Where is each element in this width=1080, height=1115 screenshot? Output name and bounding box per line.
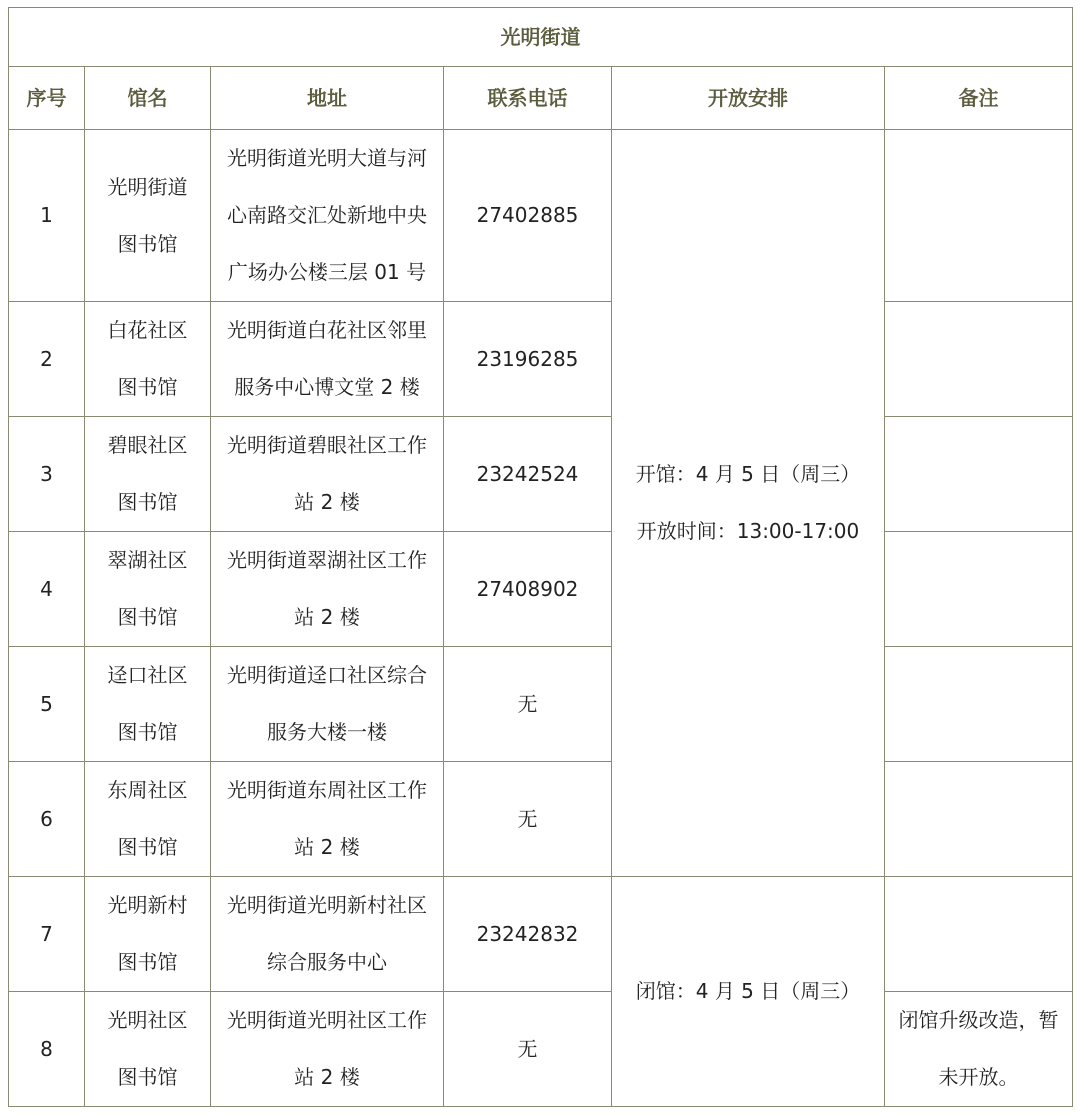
- row-address-text: 光明街道白花社区邻里服务中心博文堂 2 楼: [227, 318, 427, 399]
- header-note: 备注: [885, 67, 1073, 130]
- row-note: [885, 647, 1073, 762]
- header-index: 序号: [9, 67, 85, 130]
- row-address: [211, 130, 444, 302]
- row-index: 7: [9, 877, 85, 992]
- row-address-text: 光明街道光明新村社区综合服务中心: [227, 893, 427, 974]
- row-index: 3: [9, 417, 85, 532]
- row-phone: 27408902: [444, 532, 612, 647]
- table-row: [9, 130, 1073, 302]
- table-row: [9, 532, 1073, 647]
- row-phone: 23242832: [444, 877, 612, 992]
- row-address: [211, 647, 444, 762]
- row-address: [211, 417, 444, 532]
- row-address-text: 光明街道迳口社区综合服务大楼一楼: [227, 663, 427, 744]
- schedule-open: [612, 130, 885, 877]
- row-name-text: 光明新村图书馆: [107, 893, 188, 974]
- schedule-closed: [612, 877, 885, 1107]
- row-phone: 无: [444, 992, 612, 1107]
- table-title: 光明街道: [9, 8, 1073, 67]
- header-schedule: 开放安排: [612, 67, 885, 130]
- row-name: [85, 647, 211, 762]
- row-address-text: 光明街道光明社区工作站 2 楼: [227, 1008, 427, 1089]
- table-row: [9, 647, 1073, 762]
- schedule-open-hours: 开放时间：13:00-17:00: [636, 519, 860, 543]
- table-row: [9, 762, 1073, 877]
- row-note-text: 闭馆升级改造，暂未开放。: [898, 1008, 1059, 1089]
- row-phone: 无: [444, 647, 612, 762]
- row-name-text: 东周社区图书馆: [107, 778, 188, 859]
- header-phone: 联系电话: [444, 67, 612, 130]
- row-note: [885, 302, 1073, 417]
- schedule-closed-date: 闭馆：4 月 5 日（周三）: [635, 979, 861, 1003]
- row-address: [211, 302, 444, 417]
- row-address-text: 光明街道翠湖社区工作站 2 楼: [227, 548, 427, 629]
- row-name: [85, 532, 211, 647]
- row-index: 2: [9, 302, 85, 417]
- row-index: 5: [9, 647, 85, 762]
- row-name-text: 翠湖社区图书馆: [107, 548, 188, 629]
- table-row: [9, 417, 1073, 532]
- row-address-text: 光明街道碧眼社区工作站 2 楼: [227, 433, 427, 514]
- row-note: [885, 762, 1073, 877]
- row-name-text: 迳口社区图书馆: [107, 663, 188, 744]
- row-note: [885, 877, 1073, 992]
- row-name-text: 白花社区图书馆: [107, 318, 188, 399]
- row-name: [85, 992, 211, 1107]
- row-name: [85, 762, 211, 877]
- row-index: 8: [9, 992, 85, 1107]
- row-index: 1: [9, 130, 85, 302]
- row-address-text: 光明街道东周社区工作站 2 楼: [227, 778, 427, 859]
- row-phone: 23242524: [444, 417, 612, 532]
- row-name-text: 光明街道图书馆: [107, 174, 188, 256]
- row-name: [85, 302, 211, 417]
- row-phone: 27402885: [444, 130, 612, 302]
- row-address: [211, 992, 444, 1107]
- header-address: 地址: [211, 67, 444, 130]
- row-name: [85, 417, 211, 532]
- row-note: [885, 992, 1073, 1107]
- row-note: [885, 532, 1073, 647]
- row-phone: 无: [444, 762, 612, 877]
- row-note: [885, 417, 1073, 532]
- table-row: [9, 992, 1073, 1107]
- schedule-open-date: 开馆：4 月 5 日（周三）: [635, 462, 861, 486]
- row-index: 6: [9, 762, 85, 877]
- row-address: [211, 532, 444, 647]
- row-phone: 23196285: [444, 302, 612, 417]
- row-note: [885, 130, 1073, 302]
- row-index: 4: [9, 532, 85, 647]
- header-name: 馆名: [85, 67, 211, 130]
- table-row: [9, 302, 1073, 417]
- row-address: [211, 762, 444, 877]
- row-address: [211, 877, 444, 992]
- row-name-text: 光明社区图书馆: [107, 1008, 188, 1089]
- row-name: [85, 130, 211, 302]
- row-address-text: 光明街道光明大道与河心南路交汇处新地中央广场办公楼三层 01 号: [227, 146, 427, 284]
- table-row: [9, 877, 1073, 992]
- library-schedule-table: [8, 7, 1073, 1107]
- row-name: [85, 877, 211, 992]
- row-name-text: 碧眼社区图书馆: [107, 433, 188, 514]
